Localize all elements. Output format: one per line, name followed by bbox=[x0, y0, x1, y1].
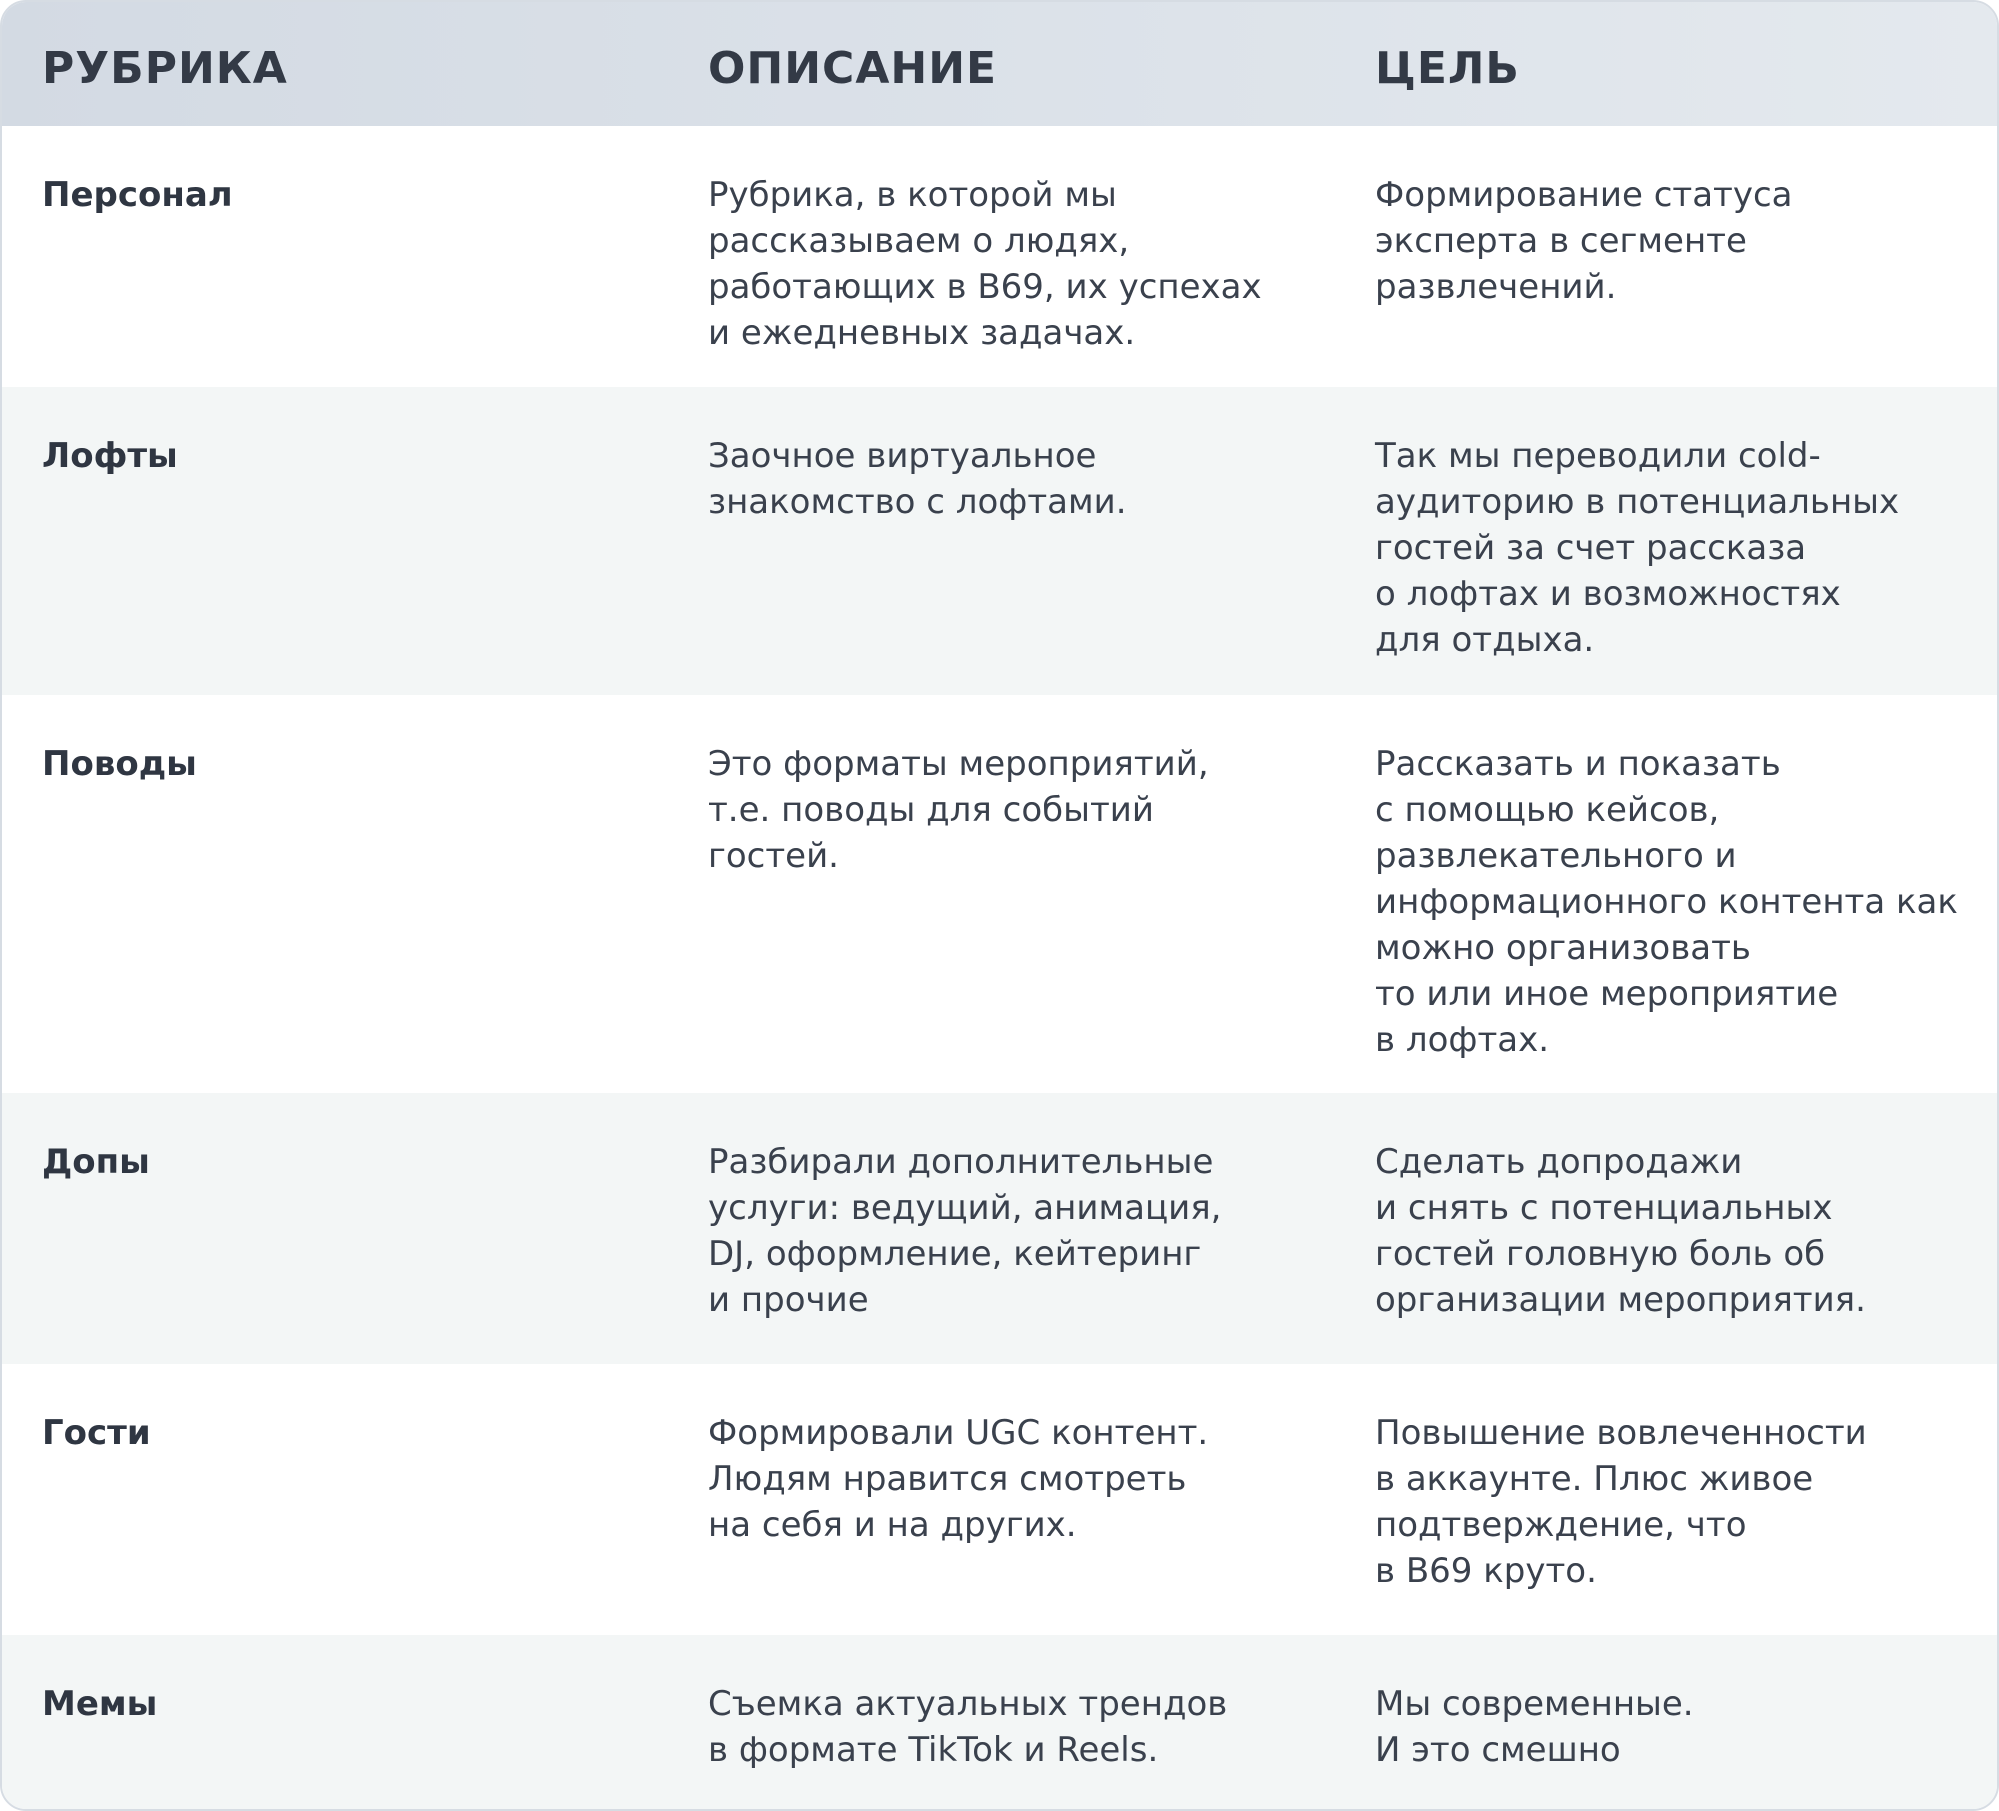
rubric-goal: Мы современные. И это смешно bbox=[1375, 1684, 1694, 1770]
table-row bbox=[2, 695, 1997, 1093]
rubric-goal: Повышение вовлеченности в аккаунте. Плюс живое подтверждение, что в В69 круто. bbox=[1375, 1413, 1867, 1591]
header-goal: ЦЕЛЬ bbox=[1375, 43, 1520, 94]
rubric-description: Рубрика, в которой мы рассказываем о людях, работающих в В69, их успехах и ежедневных задачах. bbox=[708, 175, 1262, 353]
header-rubric: РУБРИКА bbox=[42, 43, 288, 94]
rubric-name: Персонал bbox=[42, 175, 233, 215]
table-row bbox=[2, 126, 1997, 387]
rubric-description: Это форматы мероприятий, т.е. поводы для событий гостей. bbox=[708, 744, 1209, 876]
table-row bbox=[2, 387, 1997, 695]
rubric-goal: Формирование статуса эксперта в сегменте развлечений. bbox=[1375, 175, 1793, 307]
rubric-name: Поводы bbox=[42, 744, 197, 784]
rubric-description: Заочное виртуальное знакомство с лофтами. bbox=[708, 436, 1127, 522]
table-header bbox=[2, 2, 1997, 126]
table-row bbox=[2, 1093, 1997, 1364]
rubric-goal: Так мы переводили cold- аудиторию в потенциальных гостей за счет рассказа о лофтах и возможностях для отдыха. bbox=[1375, 436, 1900, 660]
rubric-name: Допы bbox=[42, 1142, 150, 1182]
rubric-goal: Рассказать и показать с помощью кейсов, развлекательного и информационного контента как можно организовать то или иное мероприятие в лофтах. bbox=[1375, 744, 1958, 1060]
rubric-description: Формировали UGC контент. Людям нравится смотреть на себя и на других. bbox=[708, 1413, 1209, 1545]
table-row bbox=[2, 1364, 1997, 1635]
rubric-name: Мемы bbox=[42, 1684, 158, 1724]
rubric-name: Лофты bbox=[42, 436, 178, 476]
rubric-name: Гости bbox=[42, 1413, 151, 1453]
rubric-description: Съемка актуальных трендов в формате TikTok и Reels. bbox=[708, 1684, 1228, 1770]
header-description: ОПИСАНИЕ bbox=[708, 43, 998, 94]
rubric-goal: Сделать допродажи и снять с потенциальных гостей головную боль об организации мероприятия. bbox=[1375, 1142, 1866, 1320]
table-row bbox=[2, 1635, 1997, 1811]
rubric-description: Разбирали дополнительные услуги: ведущий, анимация, DJ, оформление, кейтеринг и прочие bbox=[708, 1142, 1222, 1320]
